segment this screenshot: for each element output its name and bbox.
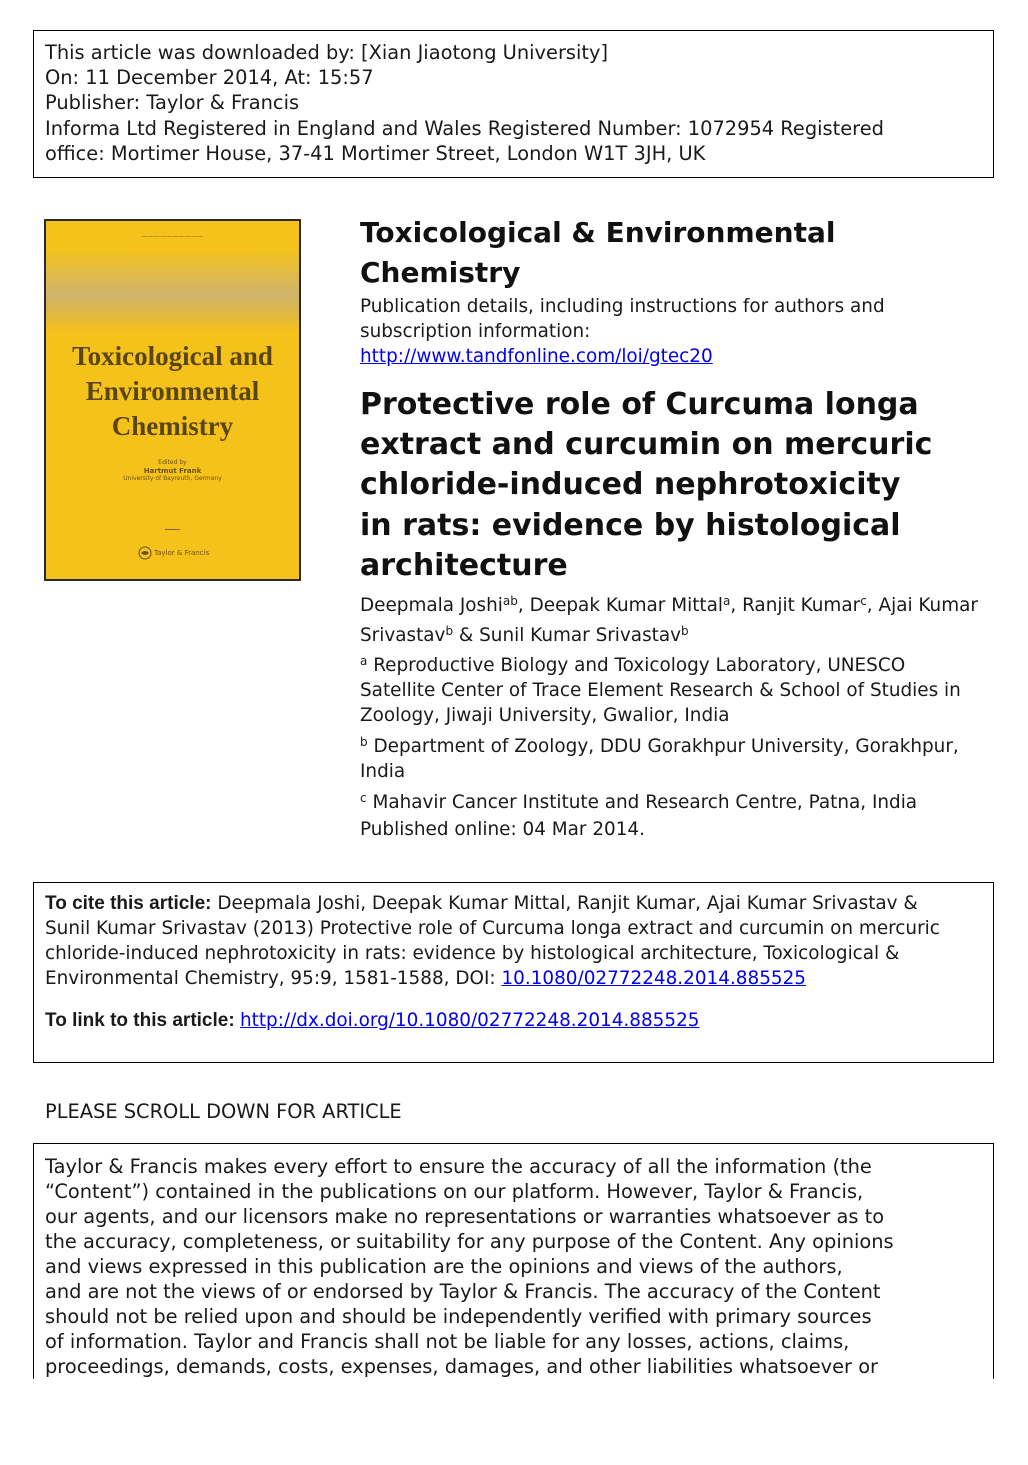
journal-title: Toxicological & Environmental Chemistry	[360, 216, 836, 289]
cite-label: To cite this article:	[45, 893, 212, 914]
cite-text: Deepmala Joshi, Deepak Kumar Mittal, Ranjit Kumar, Ajai Kumar Srivastav &	[217, 893, 918, 914]
affiliation-a: $^a$ Reproductive Biology and Toxicology Laboratory, UNESCO Satellite Center of Trace Element Research & School of Studies in Zoology, Jiwaji University, Gwalior, India	[360, 654, 961, 726]
article-doi-url-link[interactable]: http://dx.doi.org/10.1080/02772248.2014.885525	[239, 1010, 700, 1031]
download-line: This article was downloaded by: [Xian Jiaotong University]	[45, 41, 609, 64]
disclaimer-line: should not be relied upon and should be independently verified with primary sources	[45, 1305, 872, 1328]
disclaimer-line: and views expressed in this publication are the opinions and views of the authors,	[45, 1255, 843, 1278]
published-online-date: Published online: 04 Mar 2014.	[360, 819, 645, 840]
cover-decorative-band	[46, 249, 299, 333]
scroll-down-notice: PLEASE SCROLL DOWN FOR ARTICLE	[45, 1100, 402, 1123]
author-name: Ajai Kumar Srivastav	[360, 595, 978, 646]
cover-title: Toxicological and Environmental Chemistry	[72, 341, 273, 441]
disclaimer-line: the accuracy, completeness, or suitability for any purpose of the Content. Any opinions	[45, 1230, 894, 1253]
link-label: To link to this article:	[45, 1010, 240, 1031]
download-line: Publisher: Taylor & Francis	[45, 91, 300, 115]
taylor-francis-logo-icon	[138, 546, 212, 560]
disclaimer-line: proceedings, demands, costs, expenses, damages, and other liabilities whatsoever or	[45, 1355, 879, 1378]
journal-url-link[interactable]: http://www.tandfonline.com/loi/gtec20	[360, 346, 713, 367]
cite-text: Environmental Chemistry, 95:9, 1581-1588, DOI:	[45, 968, 502, 989]
disclaimer-line: our agents, and our licensors make no representations or warranties whatsoever as to	[45, 1205, 885, 1228]
author-name: Sunil Kumar Srivastav	[479, 625, 682, 646]
disclaimer-box	[33, 1143, 994, 1379]
journal-cover-image	[44, 219, 301, 581]
author-name: Ranjit Kumar	[742, 595, 861, 616]
disclaimer-line: Taylor & Francis makes every effort to ensure the accuracy of all the information (the	[45, 1155, 872, 1178]
doi-link[interactable]: 10.1080/02772248.2014.885525	[501, 968, 807, 989]
disclaimer-line: and are not the views of or endorsed by Taylor & Francis. The accuracy of the Content	[45, 1280, 881, 1303]
author-list: Deepmala Joshi$^{ab}$, Deepak Kumar Mittal$^a$, Ranjit Kumar$^c$, Ajai Kumar Srivastav$^b$ & Sunil Kumar Srivastav$^b$	[360, 594, 978, 646]
download-line: Informa Ltd Registered in England and Wales Registered Number: 1072954 Registered	[45, 116, 884, 140]
download-line: office: Mortimer House, 37-41 Mortimer Street, London W1T 3JH, UK	[45, 141, 706, 165]
cover-issn: ━━━━━	[164, 527, 181, 533]
cover-editor: Edited by Hartmut Frank University of Bayreuth, Germany	[123, 459, 222, 482]
disclaimer-line: “Content”) contained in the publications on our platform. However, Taylor & Francis,	[45, 1180, 864, 1203]
svg-text:Taylor & Francis: Taylor & Francis	[154, 549, 210, 557]
article-title: Protective role of Curcuma longa extract and curcumin on mercuric chloride-induced nephrotoxicity in rats: evidence by histological architecture	[360, 387, 933, 583]
cover-volume-line: ——————————	[141, 233, 204, 240]
affiliation-b: $^b$ Department of Zoology, DDU Gorakhpur University, Gorakhpur, India	[360, 735, 959, 782]
disclaimer-line: of information. Taylor and Francis shall not be liable for any losses, actions, claims,	[45, 1330, 850, 1353]
affiliation-c: $^c$ Mahavir Cancer Institute and Research Centre, Patna, India	[360, 791, 918, 813]
citation-box	[33, 882, 994, 1063]
author-name: Deepak Kumar Mittal	[529, 595, 723, 616]
cite-text: Sunil Kumar Srivastav (2013) Protective role of Curcuma longa extract and curcumin on mercuric	[45, 918, 940, 939]
author-name: Deepmala Joshi	[360, 595, 503, 616]
publication-details: Publication details, including instructions for authors and subscription information:	[360, 296, 885, 342]
download-line: On: 11 December 2014, At: 15:57	[45, 66, 374, 90]
download-notice-box	[33, 30, 994, 178]
cite-text: chloride-induced nephrotoxicity in rats: evidence by histological architecture, Toxicological &	[45, 943, 900, 964]
